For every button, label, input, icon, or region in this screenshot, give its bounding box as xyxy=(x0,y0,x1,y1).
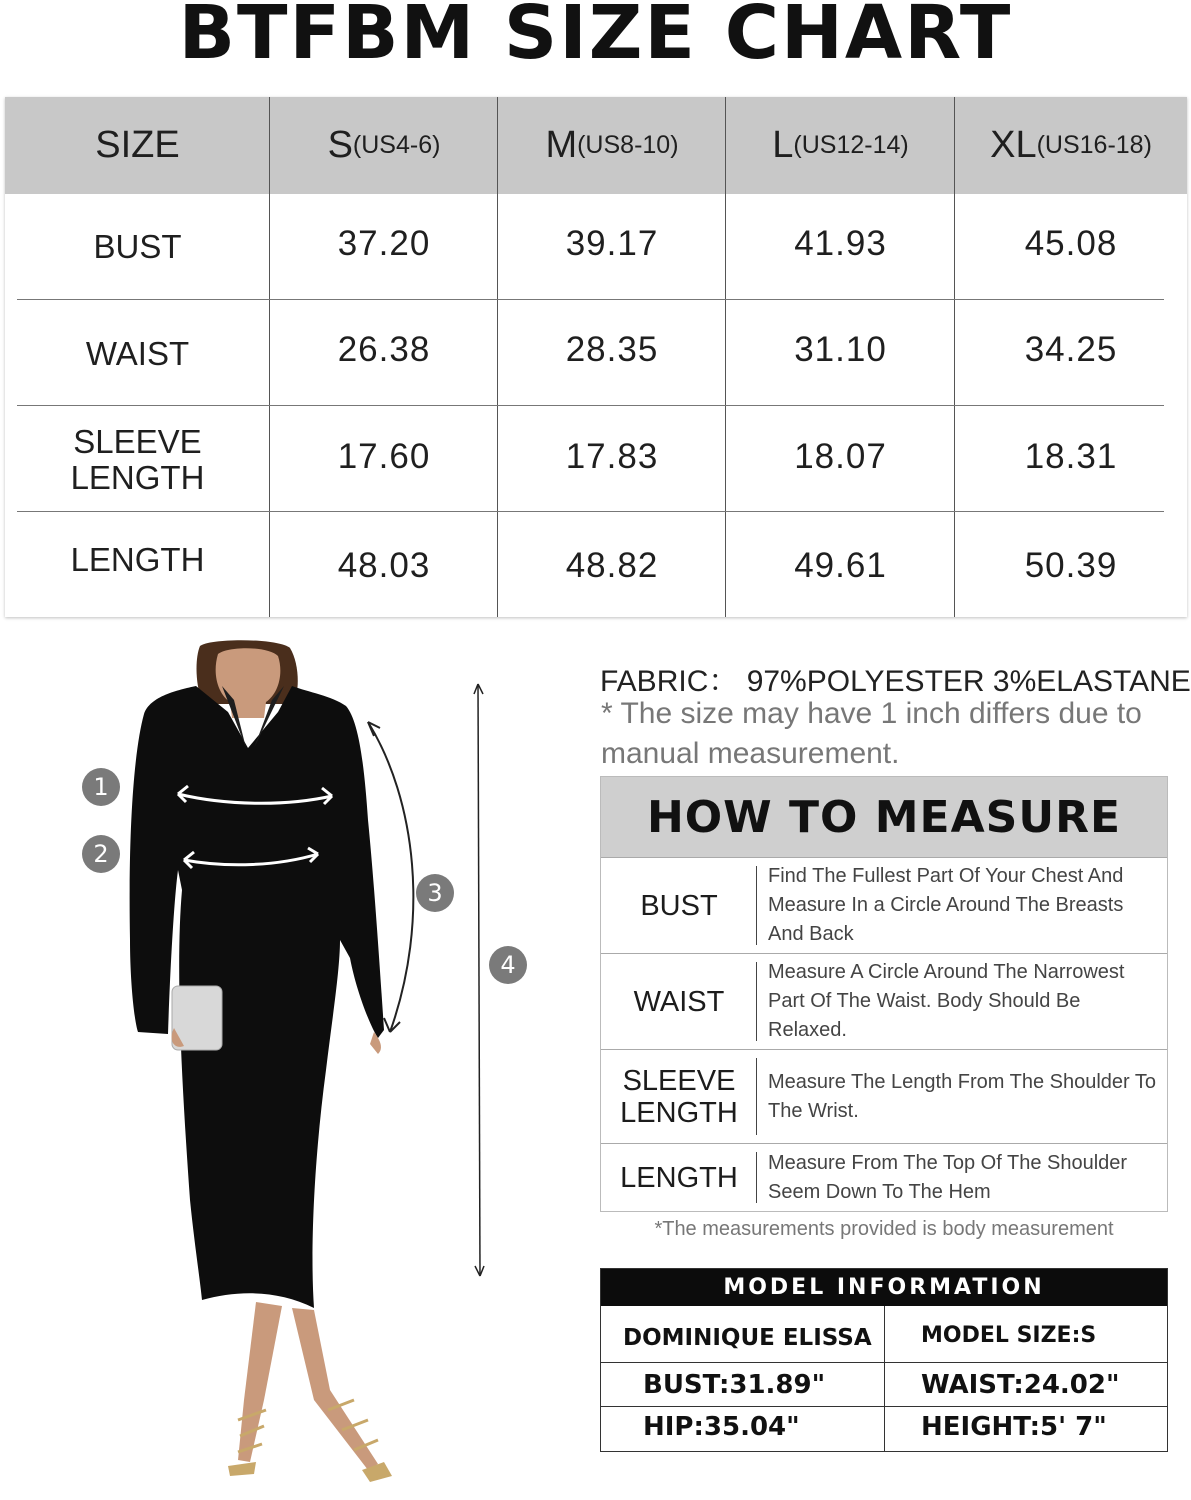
measure-description: Measure From The Top Of The Shoulder Seem Down To The Hem xyxy=(768,1151,1128,1203)
divider xyxy=(17,299,1164,300)
size-code: L xyxy=(772,124,794,166)
divider xyxy=(497,97,498,617)
table-cell: 48.82 xyxy=(565,546,659,585)
divider xyxy=(954,97,955,617)
table-cell: 31.10 xyxy=(794,330,887,369)
size-code: M xyxy=(545,124,578,166)
table-cell: 17.83 xyxy=(565,437,659,476)
table-cell: 26.38 xyxy=(337,330,431,369)
us-size: (US4-6) xyxy=(352,131,441,159)
measure-description: Measure A Circle Around The Narrowest Part Of The Waist. Body Should Be Relaxed. xyxy=(768,961,1125,1041)
row-label: WAIST xyxy=(85,335,190,372)
model-size: MODEL SIZE:S xyxy=(921,1322,1097,1348)
model-height: HEIGHT:5' 7" xyxy=(921,1412,1107,1442)
us-size: (US12-14) xyxy=(793,131,909,159)
model-name: DOMINIQUE ELISSA xyxy=(623,1325,872,1351)
divider xyxy=(17,511,1164,512)
model-waist: WAIST:24.02" xyxy=(921,1370,1120,1400)
divider xyxy=(601,1406,1167,1407)
divider xyxy=(756,866,757,945)
model-illustration xyxy=(78,640,558,1500)
row-label: BUST xyxy=(93,228,182,265)
size-header-label: SIZE xyxy=(95,124,180,166)
measure-label-text: WAIST xyxy=(633,985,725,1018)
size-code: XL xyxy=(990,124,1037,166)
fabric-info: FABRIC： 97%POLYESTER 3%ELASTANE xyxy=(600,665,1191,698)
measure-label-text: SLEEVE xyxy=(622,1064,736,1097)
size-header-m xyxy=(498,97,726,194)
table-cell: 48.03 xyxy=(337,546,431,585)
row-label-length xyxy=(5,512,270,608)
divider xyxy=(17,405,1164,406)
model-figure xyxy=(78,640,558,1500)
model-info-title: MODEL INFORMATION xyxy=(601,1269,1167,1306)
divider xyxy=(601,1362,1167,1363)
table-cell: 39.17 xyxy=(565,224,659,263)
model-hip: HIP:35.04" xyxy=(643,1412,800,1442)
row-label: LENGTH xyxy=(70,541,205,578)
marker-1-icon: 1 xyxy=(82,768,120,806)
divider xyxy=(756,962,757,1041)
measure-label-text: LENGTH xyxy=(620,1161,738,1194)
divider xyxy=(756,1058,757,1135)
table-cell: 17.60 xyxy=(337,437,431,476)
row-label-waist xyxy=(5,300,270,408)
table-cell: 18.31 xyxy=(1024,437,1118,476)
measurement-note: * The size may have 1 inch differs due to manual measurement. xyxy=(601,697,1142,770)
measure-label xyxy=(601,954,757,1049)
table-cell: 41.93 xyxy=(794,224,887,263)
size-table xyxy=(5,97,1187,617)
size-header-xl xyxy=(955,97,1187,194)
measure-description: Measure The Length From The Shoulder To The Wrist. xyxy=(768,1070,1157,1122)
table-cell: 18.07 xyxy=(794,437,887,476)
row-label: LENGTH xyxy=(70,459,205,496)
measure-label xyxy=(601,1144,757,1211)
us-size: (US8-10) xyxy=(577,131,679,159)
divider xyxy=(269,97,270,617)
table-cell: 34.25 xyxy=(1024,330,1118,369)
table-cell: 28.35 xyxy=(565,330,659,369)
measure-label-text: BUST xyxy=(640,889,718,922)
measure-label xyxy=(601,1050,757,1143)
row-label: SLEEVE xyxy=(73,423,202,460)
measure-row-sleeve-length xyxy=(601,1049,1167,1143)
table-cell: 49.61 xyxy=(794,546,887,585)
row-label-bust xyxy=(5,194,270,300)
measure-description: Find The Fullest Part Of Your Chest And Measure In a Circle Around The Breasts And Back xyxy=(768,865,1124,945)
model-info-table xyxy=(600,1268,1168,1452)
table-cell: 45.08 xyxy=(1024,224,1118,263)
size-header-s xyxy=(270,97,498,194)
measurement-footnote: *The measurements provided is body measurement xyxy=(654,1218,1114,1240)
row-label-sleeve-length xyxy=(5,406,270,514)
us-size: (US16-18) xyxy=(1036,131,1152,159)
divider xyxy=(756,1152,757,1203)
size-table-header xyxy=(5,97,1187,194)
divider xyxy=(725,97,726,617)
marker-4-icon: 4 xyxy=(489,946,527,984)
marker-2-icon: 2 xyxy=(82,835,120,873)
measure-row-length xyxy=(601,1143,1167,1211)
table-cell: 37.20 xyxy=(337,224,431,263)
how-to-measure-title: HOW TO MEASURE xyxy=(601,777,1167,857)
model-bust: BUST:31.89" xyxy=(643,1370,826,1400)
size-header-l xyxy=(726,97,955,194)
table-cell: 50.39 xyxy=(1024,546,1118,585)
size-code: S xyxy=(327,124,353,166)
page-title: BTFBM SIZE CHART xyxy=(178,0,1013,76)
measure-row-bust xyxy=(601,857,1167,953)
measure-label xyxy=(601,858,757,953)
measure-label-text: LENGTH xyxy=(620,1096,738,1129)
marker-3-icon: 3 xyxy=(416,874,454,912)
how-to-measure-table xyxy=(600,776,1168,1212)
measure-row-waist xyxy=(601,953,1167,1049)
divider xyxy=(884,1306,885,1452)
